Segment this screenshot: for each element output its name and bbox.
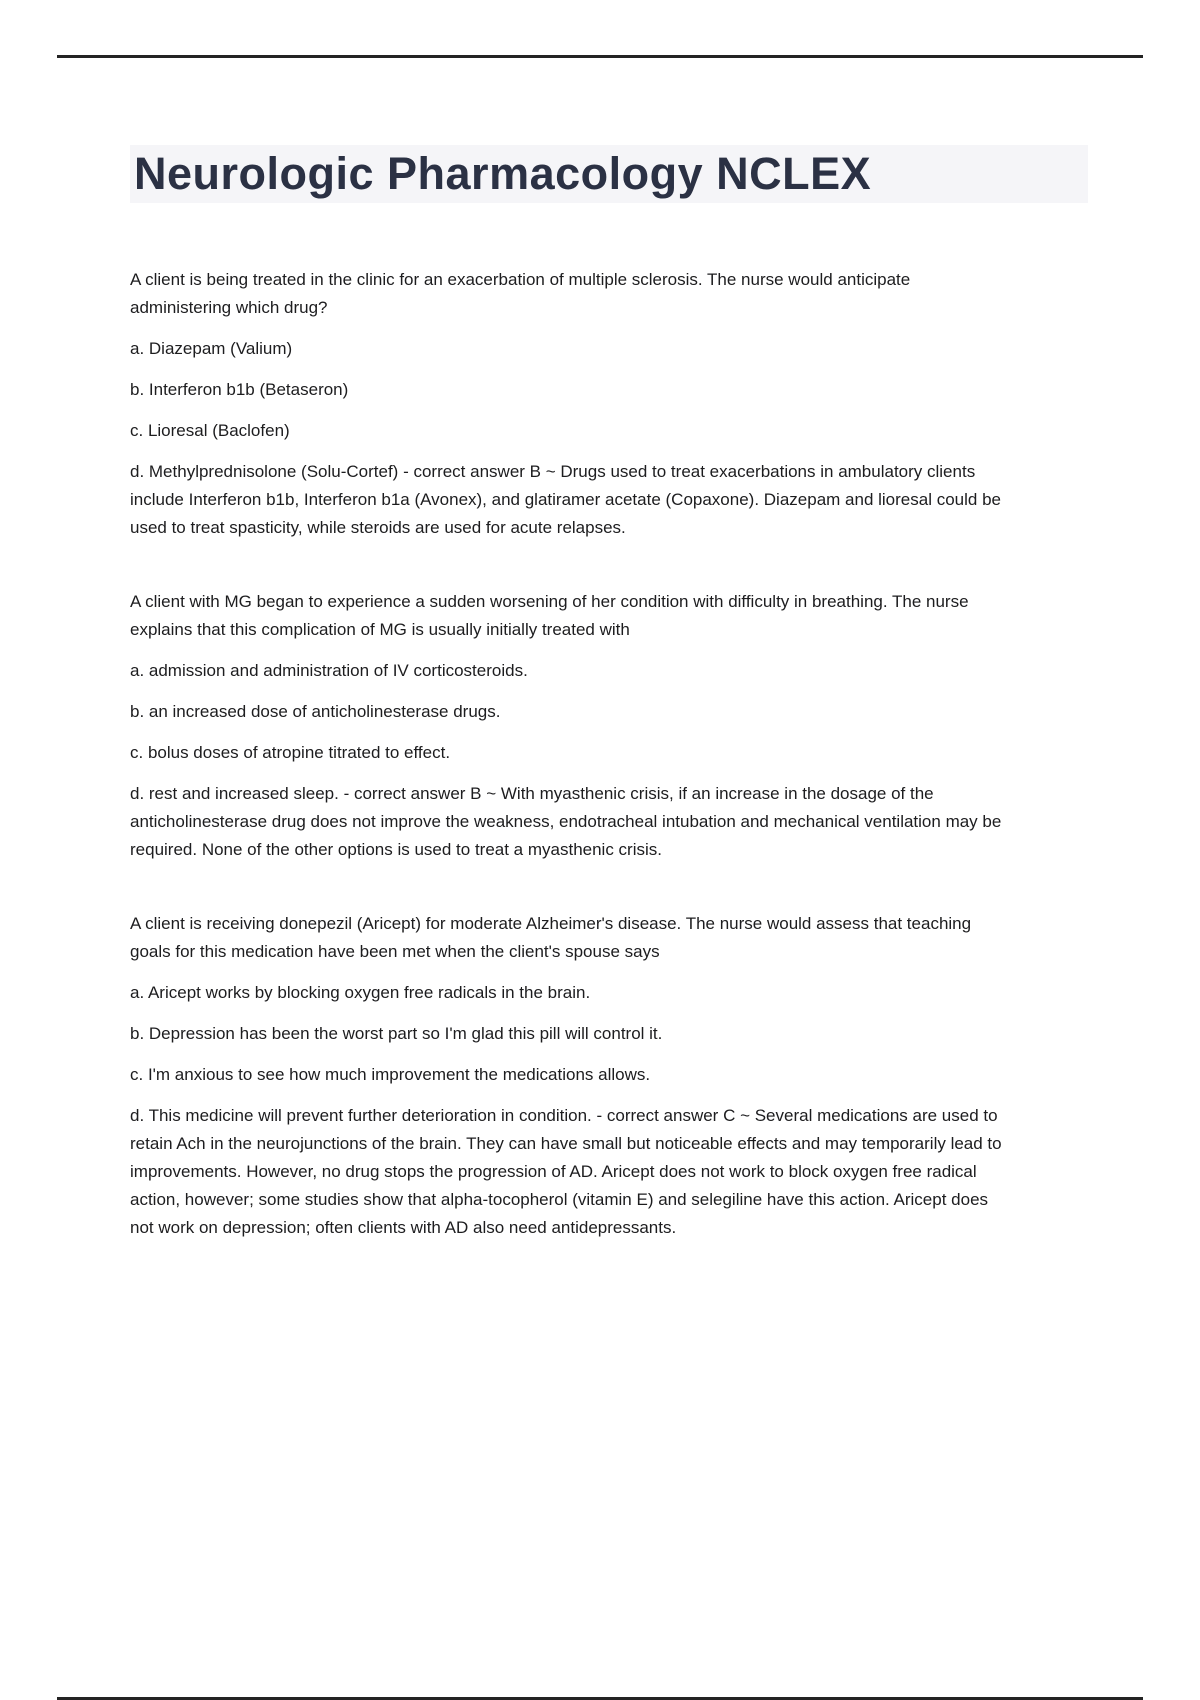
question-list <box>130 266 1010 1242</box>
option-a: a. Diazepam (Valium) <box>130 339 293 358</box>
option-b: b. an increased dose of anticholinesterase drugs. <box>130 702 501 721</box>
option-d-with-answer: d. Methylprednisolone (Solu-Cortef) - correct answer B ~ Drugs used to treat exacerbations in ambulatory clients include Interferon b1b, Interferon b1a (Avonex), and glatiramer acetate (Copaxone). Diazepam and lioresal could be used to treat spasticity, while steroids are used for acute relapses. <box>130 462 1001 537</box>
option-b: b. Depression has been the worst part so I'm glad this pill will control it. <box>130 1024 663 1043</box>
question-block <box>130 588 1010 864</box>
page-content <box>130 145 1088 1255</box>
title-highlight <box>130 145 1088 203</box>
option-d-with-answer: d. rest and increased sleep. - correct answer B ~ With myasthenic crisis, if an increase in the dosage of the anticholinesterase drug does not improve the weakness, endotracheal intubation and mechanical ventilation may be required. None of the other options is used to treat a myasthenic crisis. <box>130 784 1002 859</box>
option-a: a. Aricept works by blocking oxygen free radicals in the brain. <box>130 983 591 1002</box>
page-title: Neurologic Pharmacology NCLEX <box>134 148 872 199</box>
option-b: b. Interferon b1b (Betaseron) <box>130 380 349 399</box>
option-d-with-answer: d. This medicine will prevent further deterioration in condition. - correct answer C ~ Several medications are used to retain Ach in the neurojunctions of the brain. They can have small but noticeable effects and may temporarily lead to improvements. However, no drug stops the progression of AD. Aricept does not work to block oxygen free radical action, however; some studies show that alpha-tocopherol (vitamin E) and selegiline have this action. Aricept does not work on depression; often clients with AD also need antidepressants. <box>130 1106 1002 1237</box>
question-text: A client is being treated in the clinic for an exacerbation of multiple sclerosis. The nurse would anticipate administering which drug? <box>130 270 911 317</box>
option-a: a. admission and administration of IV corticosteroids. <box>130 661 528 680</box>
top-border-line <box>57 55 1143 58</box>
option-c: c. Lioresal (Baclofen) <box>130 421 290 440</box>
question-text: A client with MG began to experience a sudden worsening of her condition with difficulty in breathing. The nurse explains that this complication of MG is usually initially treated with <box>130 592 969 639</box>
option-c: c. bolus doses of atropine titrated to effect. <box>130 743 451 762</box>
option-c: c. I'm anxious to see how much improvement the medications allows. <box>130 1065 651 1084</box>
question-block <box>130 910 1010 1242</box>
question-text: A client is receiving donepezil (Aricept) for moderate Alzheimer's disease. The nurse would assess that teaching goals for this medication have been met when the client's spouse says <box>130 914 972 961</box>
question-block <box>130 266 1010 542</box>
